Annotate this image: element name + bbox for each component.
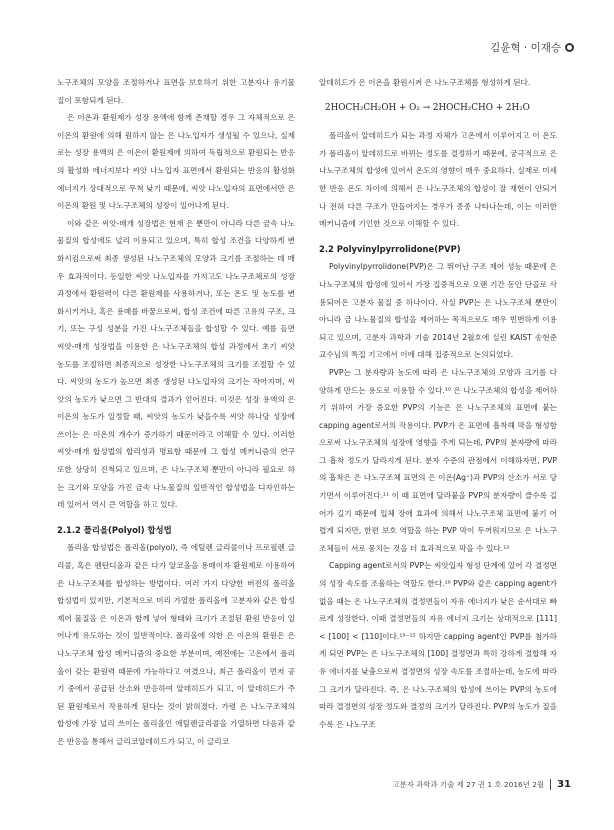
left-column — [57, 74, 295, 751]
chemical-equation: 2HOCH₂CH₂OH + O₂ → 2HOCH₂CHO + 2H₂O — [325, 102, 530, 113]
paragraph: 이와 같은 씨앗-매개 성장법은 현재 은 뿐만이 아니라 다른 금속 나노물질의 합성에도 널리 이용되고 있으며, 특히 합성 조건을 다양하게 변화시킴으로써 최종 생성된 나노구조체의 모양과 크기를 조절하는 데 매우 효과적이다. 동일한 씨앗 나노입자를 가지고도 나노구조체로의 성장 과정에서 환원력이 다른 환원제를 사용하거나, 또는 온도 및 농도를 변화시키거나, 혹은 용매를 바꿈으로써, 합성 조건에 따른 고유의 구조, 크기, 또는 구성 성분을 가진 나노구조체들을 합성할 수 있다. 예를 들면 씨앗-매개 성장법을 이용한 은 나노구조체의 합성 과정에서 초기 씨앗 농도를 조절하면 최종적으로 성장한 나노구조체의 크기를 조절할 수 있다. 씨앗의 농도가 높으면 최종 생성된 나노입자의 크기는 작아지며, 씨앗의 농도가 낮으면 그 반대의 결과가 얻어진다. 이것은 성장 용액의 은 이온의 농도가 일정할 때, 씨앗의 농도가 낮을수록 씨앗 하나당 성장에 쓰이는 은 이온의 개수가 증가하기 때문이라고 이해할 수 있다. 이러한 씨앗-매개 합성법의 합리성과 명료함 때문에 그 합성 메커니즘의 연구 또한 상당히 진척되고 있으며, 은 나노구조체 뿐만이 아니라 필요로 하는 크기와 모양을 가진 금속 나노물질의 일반적인 합성법을 디자인하는 데 있어서 역시 큰 역할을 하고 있다. — [57, 218, 295, 510]
running-header — [490, 40, 574, 55]
paragraph: 알데히드가 은 이온을 환원시켜 은 나노구조체를 형성하게 된다. — [319, 78, 531, 87]
circle-bullet-icon — [565, 43, 574, 52]
paragraph: 폴리올 합성법은 폴리올(polyol), 즉 에틸렌 글리콜이나 프로필렌 글리콜, 혹은 펜탄디올과 같은 다가 알코올을 용매이자 환원제로 이용하여 은 나노구조체를 합성하는 방법이다. 여러 가지 다양한 버전의 폴리올 합성법이 있지만, 기본적으로 미리 가열한 폴리올에 고분자와 같은 합성 제어 물질을 은 이온과 함께 넣어 형태와 크기가 조절된 환원 반응이 일어나게 유도하는 것이 일반적이다. 폴리올에 의한 은 이온의 환원은 은 나노구조체 합성 메커니즘의 중요한 부분이며, 예전에는 고온에서 폴리올이 갖는 환원력 때문에 가능하다고 여겼으나, 최근 폴리올이 먼저 공기 중에서 공급된 산소와 반응하여 알데히드가 되고, 이 알데히드가 주된 환원제로서 작용하게 된다는 것이 밝혀졌다. 가령 은 나노구조체의 합성에 가장 널리 쓰이는 폴리올인 에틸렌글리콜을 가열하면 다음과 같은 반응을 통해서 글리코알데히드가 되고, 이 글리코 — [57, 543, 295, 746]
section-heading-polyol: 2.1.2 폴리올(Polyol) 합성법 — [57, 524, 172, 535]
page-footer — [393, 779, 572, 790]
footer-divider — [550, 779, 551, 790]
paragraph: Polyvinylpyrrolidone(PVP)은 그 뛰어난 구조 제어 성능 때문에 은 나노구조체의 합성에 있어서 가장 집중적으로 오랜 기간 동안 단골로 사용되어온 고분자 물질 중 하나이다. 사실 PVP는 은 나노구조체 뿐만이 아니라 금 나노물질의 합성을 제어하는 목적으로도 매우 빈번하게 이용되고 있으며, 고분자 과학과 기술 2014년 2월호에 실린 KAIST 송현준 교수님의 특집 기고에서 이에 대해 집중적으로 논의되었다. — [319, 262, 557, 360]
header-authors: 김윤혁 · 이재승 — [490, 42, 561, 54]
journal-info: 고분자 과학과 기술 제 27 권 1 호 2016년 2월 — [392, 780, 545, 789]
right-column — [319, 74, 557, 733]
paragraph: 폴리올이 알데히드가 되는 과정 자체가 고온에서 이루어지고 이 온도가 폴리올이 알데히드로 바뀌는 정도를 결정하기 때문에, 궁극적으로 은 나노구조체의 합성에 있어서 온도의 영향이 매우 중요하다. 실제로 미세한 반응 온도 차이에 의해서 은 나노구조체의 합성이 잘 재현이 안되거나 전혀 다른 구조가 만들어지는 경우가 종종 나타나는데, 이는 이러한 메커니즘에 기인한 것으로 이해할 수 있다. — [319, 131, 557, 229]
paragraph: 노구조체의 모양을 조절하거나 표면을 보호하기 위한 고분자나 유기물질이 포함되게 된다. — [57, 78, 295, 105]
paragraph: PVP는 그 분자량과 농도에 따라 은 나노구조체의 모양과 크기를 다양하게 만드는 용도로 이용할 수 있다.¹⁰ 은 나노구조체의 합성을 제어하기 위하여 가장 중요한 PVP의 기능은 은 나노구조체의 표면에 붙는 capping agent로서의 작용이다. PVP가 은 표면에 흡착해 막을 형성함으로써 나노구조체의 성장에 영향을 주게 되는데, PVP의 분자량에 따라 그 흡착 정도가 달라지게 된다. 분자 수준의 관점에서 이해하자면, PVP의 흡착은 은 나노구조체 표면의 은 이온(Ag⁺)과 PVP의 산소가 서로 당기면서 이루어진다.¹¹ 이 때 표면에 달라붙을 PVP의 분자량이 클수록 길어가 길기 때문에 입체 장애 효과에 의해서 나노구조체 표면에 붙기 어렵게 되지만, 한편 보호 역할을 하는 PVP 막이 두꺼워지므로 은 나노구조체들이 서로 뭉치는 것을 더 효과적으로 막을 수 있다.¹² — [319, 367, 557, 553]
section-heading-pvp: 2.2 Polyvinylpyrrolidone(PVP) — [319, 243, 461, 254]
paragraph: 은 이온과 환원제가 성장 용액에 함께 존재할 경우 그 자체적으로 은 이온의 환원에 의해 원하지 않는 은 나노입자가 생성될 수 있으나, 실제로는 성장 용액의 은 이온이 환원제에 의하여 독립적으로 환원되는 반응의 활성화 에너지보다 씨앗 나노입자 표면에서 환원되는 반응의 활성화 에너지가 상대적으로 무척 낮기 때문에, 씨앗 나노입자의 표면에서만 은 이온의 환원 및 나노구조체의 성장이 일어나게 된다. — [57, 113, 295, 211]
page-number: 31 — [557, 779, 571, 790]
paragraph: Capping agent로서의 PVP는 씨앗입자 형성 단계에 있어 각 결정면의 성장 속도를 조율하는 역할도 한다.¹⁰ PVP와 같은 capping agent가 없을 때는 은 나노구조체의 결정면들이 자유 에너지가 낮은 순서대로 빠르게 성장한다. 이때 결정면들의 자유 에너지 크기는 상대적으로 [111] < [100] < [110]이다.¹³⁻¹⁵ 하지만 capping agent인 PVP를 첨가하게 되면 PVP는 은 나노구조체의 [100] 결정면과 특히 강하게 결합해 자유 에너지를 낮춤으로써 결정면의 성장 속도를 조절하는데, 농도에 따라 그 크기가 달라진다. 즉, 은 나노구조체의 합성에 쓰이는 PVP의 농도에 따라 결정면의 성장 정도와 결정의 크기가 달라진다. PVP의 농도가 질을 수록 은 나노구조 — [319, 561, 558, 729]
